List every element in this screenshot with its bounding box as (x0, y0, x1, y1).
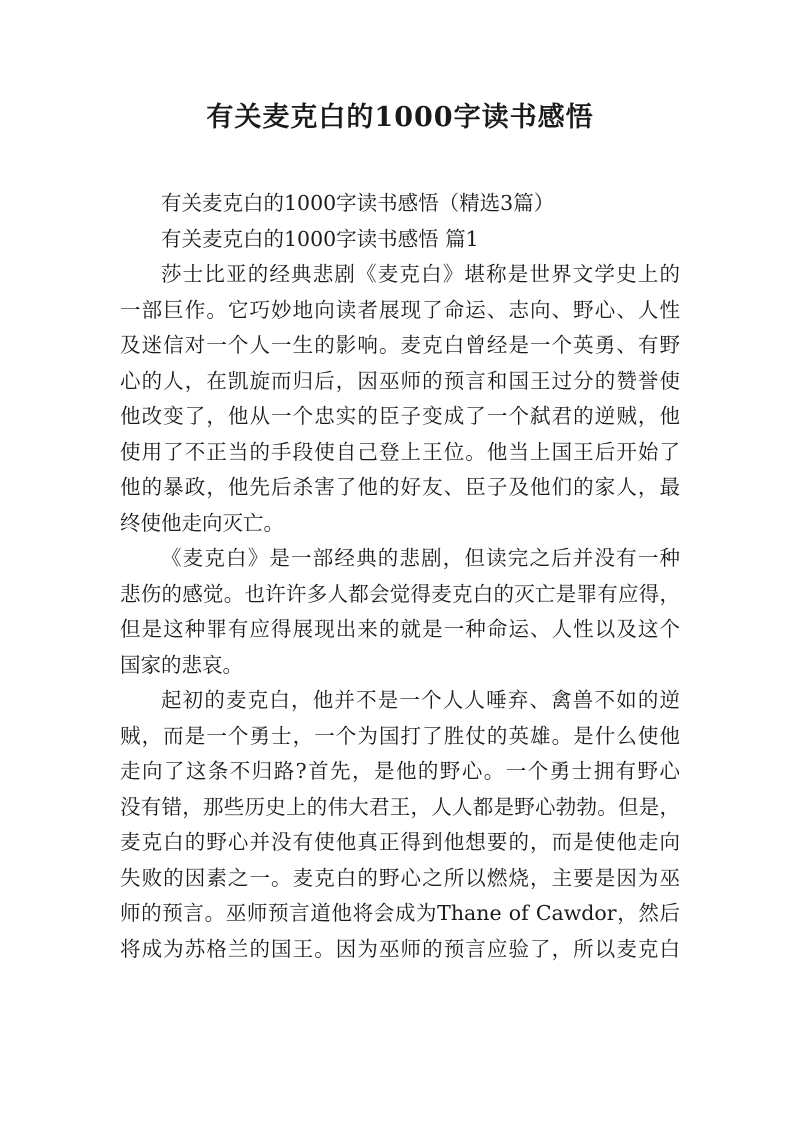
paragraph-line: 终使他走向灭亡。 (120, 510, 284, 535)
paragraph-line: 《麦克白》是一部经典的悲剧，但读完之后并没有一种 (161, 546, 680, 570)
paragraph-line: 使用了不正当的手段使自己登上王位。他当上国王后开始了 (120, 439, 680, 464)
paragraph-line: 莎士比亚的经典悲剧《麦克白》堪称是世界文学史上的 (161, 262, 680, 286)
section-heading: 有关麦克白的1000字读书感悟 篇1 (161, 226, 479, 251)
document-body (120, 186, 680, 967)
paragraph-line: 但是这种罪有应得展现出来的就是一种命运、人性以及这个 (120, 617, 680, 641)
paragraph-line: 及迷信对一个人一生的影响。麦克白曾经是一个英勇、有野 (120, 333, 680, 357)
paragraph-line: 起初的麦克白，他并不是一个人人唾弃、禽兽不如的逆 (161, 688, 680, 712)
paragraph-line: 贼，而是一个勇士，一个为国打了胜仗的英雄。是什么使他 (120, 723, 680, 748)
paragraph-line: 心的人，在凯旋而归后，因巫师的预言和国王过分的赞誉使 (120, 368, 680, 393)
paragraph-2 (120, 541, 680, 683)
paragraph-line: 走向了这条不归路?首先，是他的野心。一个勇士拥有野心 (120, 759, 680, 783)
paragraph-line: 他的暴政，他先后杀害了他的好友、臣子及他们的家人，最 (120, 475, 680, 499)
document-subtitle: 有关麦克白的1000字读书感悟（精选3篇） (161, 191, 555, 215)
paragraph-line: 他改变了，他从一个忠实的臣子变成了一个弑君的逆贼，他 (120, 404, 680, 428)
paragraph-line: 一部巨作。它巧妙地向读者展现了命运、志向、野心、人性 (120, 297, 680, 322)
paragraph-line: 麦克白的野心并没有使他真正得到他想要的，而是使他走向 (120, 830, 680, 854)
paragraph-line: 失败的因素之一。麦克白的野心之所以燃烧，主要是因为巫 (120, 865, 680, 890)
document-title: 有关麦克白的1000字读书感悟 (206, 102, 594, 133)
paragraph-line: 将成为苏格兰的国王。因为巫师的预言应验了，所以麦克白 (120, 936, 680, 961)
paragraph-line: 悲伤的感觉。也许许多人都会觉得麦克白的灭亡是罪有应得， (120, 581, 680, 606)
paragraph-line: 没有错，那些历史上的伟大君王，人人都是野心勃勃。但是， (120, 794, 680, 819)
paragraph-line: 师的预言。巫师预言道他将会成为Thane of Cawdor，然后 (120, 901, 680, 925)
paragraph-line: 国家的悲哀。 (120, 652, 243, 677)
paragraph-3 (120, 683, 680, 967)
paragraph-1 (120, 257, 680, 541)
